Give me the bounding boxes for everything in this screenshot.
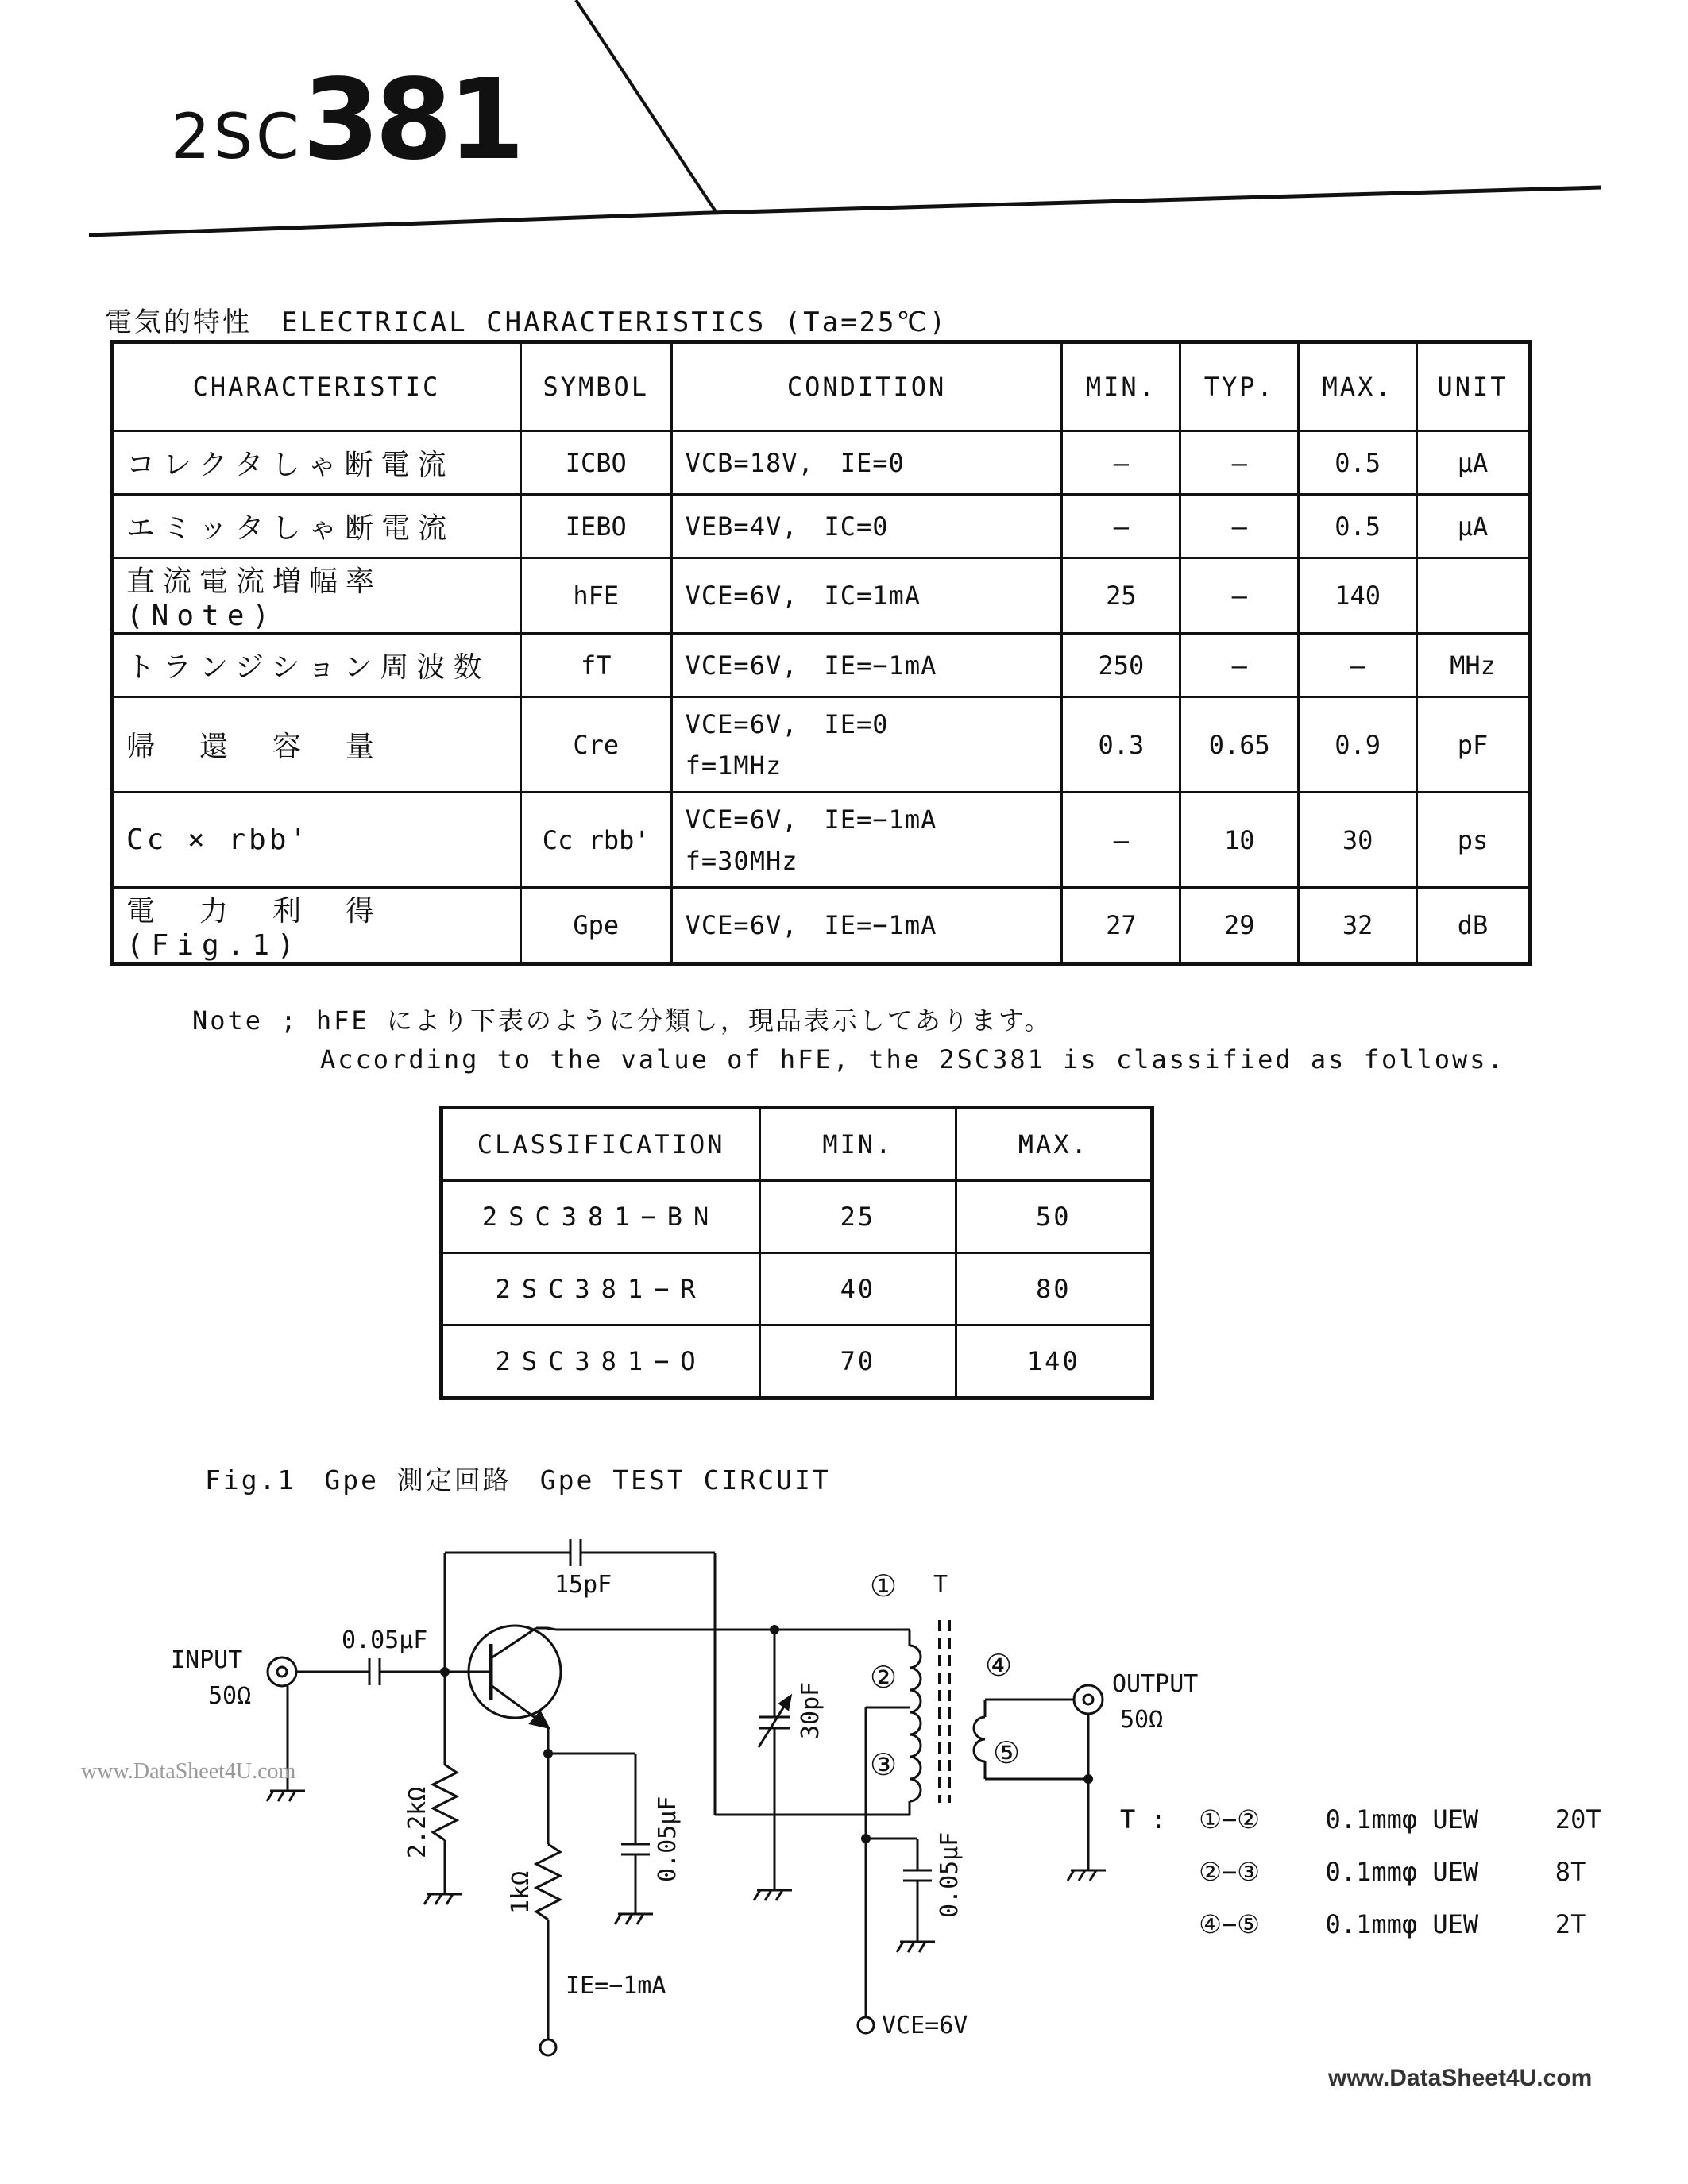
winding-turns: 2T (1555, 1909, 1586, 1939)
classification-table (439, 1106, 1154, 1400)
condition-line: VCE=6V, IC=1mA (685, 581, 921, 611)
typ-cell: 0.65 (1180, 697, 1299, 793)
note-japanese: Note ; hFE により下表のように分類し，現品表示してあります。 (192, 1005, 1053, 1036)
condition-line: VEB=4V, IC=0 (685, 511, 889, 542)
table-row (112, 888, 1530, 964)
unit-cell: pF (1417, 697, 1530, 793)
winding-spec: 0.1mmφ UEW (1325, 1804, 1479, 1835)
emitter-capacitor-label: 0.05μF (654, 1796, 682, 1882)
max-cell: 140 (956, 1325, 1152, 1399)
classification-cell: 2SC381−O (442, 1325, 760, 1399)
min-cell: 70 (760, 1325, 956, 1399)
characteristic-cell: 直流電流増幅率 (Note) (112, 558, 521, 634)
condition-line: VCE=6V, IE=−1mA (685, 650, 937, 681)
winding-pins: ②−③ (1199, 1857, 1260, 1887)
winding-row (1120, 1793, 1601, 1846)
condition-line: VCE=6V, IE=0 (685, 708, 889, 739)
condition-cell (671, 793, 1062, 888)
table-row (112, 558, 1530, 634)
pin-5-label: ⑤ (993, 1735, 1021, 1770)
vce-capacitor-label: 0.05μF (936, 1831, 964, 1918)
symbol-cell: ICBO (520, 431, 671, 495)
symbol-cell: IEBO (520, 495, 671, 558)
symbol-cell: hFE (520, 558, 671, 634)
header-rule-right (711, 187, 1601, 213)
section-heading: 電気的特性 ELECTRICAL CHARACTERISTICS (Ta=25℃) (105, 307, 948, 338)
classification-cell: 2SC381−BN (442, 1181, 760, 1253)
junction-dot (440, 1667, 450, 1677)
column-header: MAX. (1299, 342, 1417, 431)
max-cell: 50 (956, 1181, 1152, 1253)
symbol-cell: Gpe (520, 888, 671, 964)
condition-cell (671, 888, 1062, 964)
input-jack (268, 1657, 296, 1686)
condition-line: VCB=18V, IE=0 (685, 447, 905, 478)
output-label: OUTPUT (1112, 1670, 1199, 1698)
table-row (442, 1325, 1153, 1399)
ground-symbol (424, 1894, 462, 1904)
header-diagonal-rule (576, 0, 717, 213)
table-row (112, 793, 1530, 888)
watermark-left: www.DataSheet4U.com (81, 1759, 296, 1784)
classification-cell: 2SC381−R (442, 1253, 760, 1325)
input-jack-center (277, 1667, 287, 1677)
column-header: TYP. (1180, 342, 1299, 431)
min-cell: — (1062, 793, 1180, 888)
vce-terminal (858, 2017, 874, 2033)
winding-turns: 20T (1555, 1804, 1601, 1835)
pin-1-label: ① (870, 1569, 898, 1603)
characteristic-cell: トランジション周波数 (112, 634, 521, 697)
ground-symbol (754, 1890, 792, 1900)
unit-cell: dB (1417, 888, 1530, 964)
symbol-cell: Cre (520, 697, 671, 793)
unit-cell: MHz (1417, 634, 1530, 697)
min-cell: — (1062, 431, 1180, 495)
watermark-right: www.DataSheet4U.com (1328, 2065, 1593, 2091)
title-number: 381 (302, 56, 520, 185)
ground-symbol (897, 1942, 935, 1952)
table-row (112, 634, 1530, 697)
base-resistor (433, 1765, 457, 1840)
min-cell: 250 (1062, 634, 1180, 697)
pin-4-label: ④ (985, 1648, 1013, 1683)
condition-cell (671, 697, 1062, 793)
winding-pins: ①−② (1199, 1804, 1260, 1835)
ground-symbol (615, 1914, 653, 1924)
column-header: MIN. (1062, 342, 1180, 431)
unit-cell (1417, 558, 1530, 634)
condition-line: f=30MHz (685, 845, 798, 876)
column-header: MIN. (760, 1108, 956, 1181)
column-header: CLASSIFICATION (442, 1108, 760, 1181)
winding-row (1120, 1846, 1601, 1898)
table-header-row (442, 1108, 1153, 1181)
ground-symbol (1068, 1870, 1106, 1881)
max-cell: 30 (1299, 793, 1417, 888)
pin-2-label: ② (870, 1660, 898, 1695)
header-rules (0, 0, 1688, 254)
min-cell: 27 (1062, 888, 1180, 964)
electrical-characteristics-table (110, 340, 1532, 966)
min-cell: — (1062, 495, 1180, 558)
emitter-resistor-label: 1kΩ (507, 1870, 535, 1914)
input-impedance-label: 50Ω (208, 1682, 252, 1710)
typ-cell: 29 (1180, 888, 1299, 964)
winding-row (1120, 1898, 1601, 1951)
emitter-resistor (536, 1844, 560, 1920)
input-capacitor-label: 0.05μF (342, 1626, 428, 1654)
typ-cell: — (1180, 431, 1299, 495)
unit-cell: ps (1417, 793, 1530, 888)
tuning-arrow-head (780, 1696, 790, 1709)
winding-spec: 0.1mmφ UEW (1325, 1909, 1479, 1939)
pin-3-label: ③ (870, 1747, 898, 1782)
condition-cell (671, 558, 1062, 634)
winding-spec: 0.1mmφ UEW (1325, 1857, 1479, 1887)
table-row (442, 1181, 1153, 1253)
column-header: CHARACTERISTIC (112, 342, 521, 431)
base-resistor-label: 2.2kΩ (404, 1786, 431, 1858)
column-header: MAX. (956, 1108, 1152, 1181)
unit-cell: μA (1417, 431, 1530, 495)
typ-cell: 10 (1180, 793, 1299, 888)
table-row (112, 431, 1530, 495)
ie-terminal (540, 2039, 556, 2055)
min-cell: 25 (760, 1181, 956, 1253)
table-row (112, 697, 1530, 793)
max-cell: 32 (1299, 888, 1417, 964)
table-row (442, 1253, 1153, 1325)
junction-dot (1083, 1774, 1093, 1784)
transformer-label: T (933, 1571, 948, 1599)
condition-cell (671, 431, 1062, 495)
unit-cell: μA (1417, 495, 1530, 558)
max-cell: 0.5 (1299, 431, 1417, 495)
column-header: UNIT (1417, 342, 1530, 431)
min-cell: 0.3 (1062, 697, 1180, 793)
condition-line: VCE=6V, IE=−1mA (685, 910, 937, 940)
symbol-cell: Cc rbb' (520, 793, 671, 888)
characteristic-cell: 帰 還 容 量 (112, 697, 521, 793)
figure-title: Fig.1 Gpe 測定回路 Gpe TEST CIRCUIT (205, 1464, 831, 1495)
title-prefix: 2SC (171, 102, 303, 173)
typ-cell: — (1180, 634, 1299, 697)
characteristic-cell: Cc × rbb' (112, 793, 521, 888)
characteristic-cell: エミッタしゃ断電流 (112, 495, 521, 558)
condition-line: VCE=6V, IE=−1mA (685, 804, 937, 835)
ie-label: IE=−1mA (566, 1972, 666, 2000)
column-header: CONDITION (671, 342, 1062, 431)
tuning-capacitor-label: 30pF (797, 1681, 825, 1739)
condition-cell (671, 634, 1062, 697)
typ-cell: — (1180, 495, 1299, 558)
wire (548, 1628, 556, 1630)
output-jack (1074, 1685, 1103, 1714)
note-english: According to the value of hFE, the 2SC381 is classified as follows. (320, 1044, 1505, 1075)
winding-pins: ④−⑤ (1199, 1909, 1260, 1939)
transformer-winding-spec (1120, 1793, 1601, 1951)
junction-dot (770, 1625, 779, 1634)
characteristic-cell: コレクタしゃ断電流 (112, 431, 521, 495)
typ-cell: — (1180, 558, 1299, 634)
characteristic-cell: 電 力 利 得 (Fig.1) (112, 888, 521, 964)
column-header: SYMBOL (520, 342, 671, 431)
vce-label: VCE=6V (882, 2012, 968, 2039)
max-cell: — (1299, 634, 1417, 697)
transistor-collector (491, 1628, 536, 1658)
feedback-capacitor-label: 15pF (554, 1571, 612, 1599)
transformer-secondary-coil (974, 1717, 985, 1761)
winding-turns: 8T (1555, 1857, 1586, 1887)
table-header-row (112, 342, 1530, 431)
symbol-cell: fT (520, 634, 671, 697)
max-cell: 80 (956, 1253, 1152, 1325)
junction-dot (543, 1749, 553, 1758)
max-cell: 0.5 (1299, 495, 1417, 558)
winding-title: T : (1120, 1804, 1166, 1835)
min-cell: 25 (1062, 558, 1180, 634)
ground-symbol (267, 1791, 305, 1801)
header-rule-left (89, 213, 711, 235)
transformer-primary-coil (910, 1646, 921, 1801)
max-cell: 0.9 (1299, 697, 1417, 793)
output-jack-center (1083, 1695, 1093, 1704)
output-impedance-label: 50Ω (1120, 1706, 1164, 1734)
input-label: INPUT (171, 1646, 243, 1674)
condition-line: f=1MHz (685, 750, 782, 781)
condition-cell (671, 495, 1062, 558)
junction-dot (861, 1834, 871, 1843)
max-cell: 140 (1299, 558, 1417, 634)
table-row (112, 495, 1530, 558)
min-cell: 40 (760, 1253, 956, 1325)
